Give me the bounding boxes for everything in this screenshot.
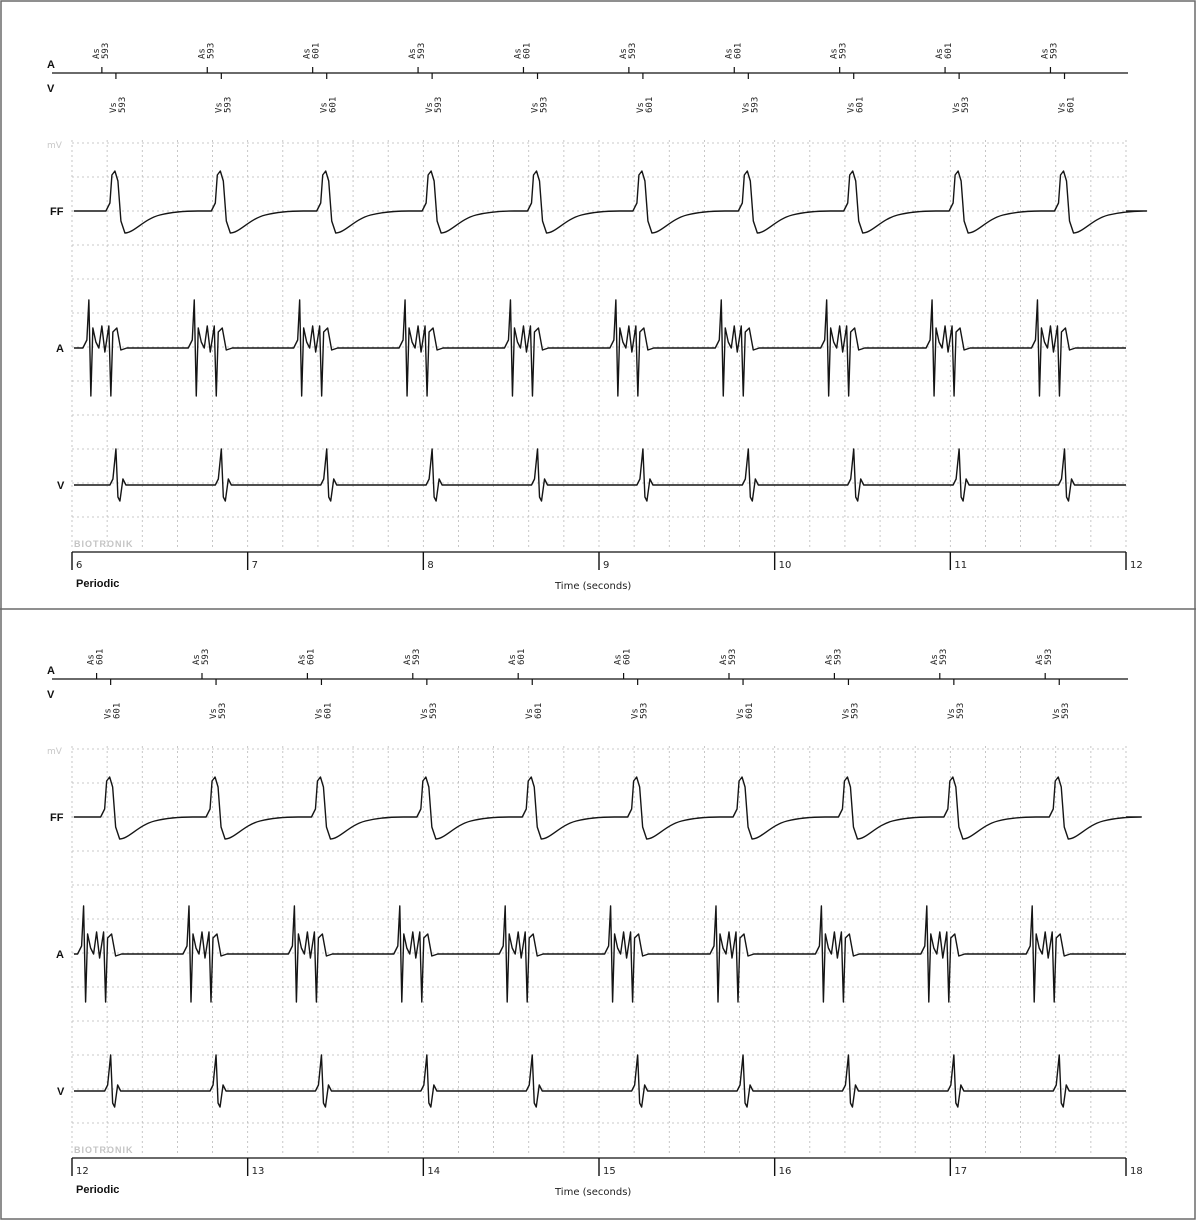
ventricular-marker-type: Vs [209, 708, 220, 719]
atrial-marker-interval: 593 [206, 42, 217, 59]
panel-title: Periodic [76, 578, 120, 590]
atrial-marker-interval: 601 [522, 42, 533, 59]
ventricular-marker-label [209, 703, 228, 719]
time-axis-tick-label: 8 [427, 560, 434, 571]
atrial-marker-label [508, 649, 527, 665]
ventricular-marker-label [1052, 703, 1071, 719]
ff-channel-trace [74, 777, 1141, 839]
ventricular-marker-type: Vs [319, 102, 330, 113]
atrial-marker-interval: 593 [727, 648, 738, 665]
ventricular-marker-interval: 601 [112, 702, 123, 719]
atrial-marker-type: As [613, 654, 624, 665]
atrial-marker-type: As [402, 654, 413, 665]
atrial-marker-interval: 601 [306, 648, 317, 665]
atrial-marker-type: As [618, 48, 629, 59]
atrial-marker-type: As [1040, 48, 1051, 59]
atrial-marker-interval: 593 [200, 648, 211, 665]
ventricular-marker-type: Vs [530, 102, 541, 113]
ventricular-marker-interval: 593 [1061, 702, 1072, 719]
marker-row-label-v: V [47, 689, 55, 701]
atrial-marker-interval: 593 [938, 648, 949, 665]
ventricular-marker-label [425, 97, 444, 113]
egm-panel-1 [47, 43, 1147, 592]
ventricular-marker-interval: 593 [218, 702, 229, 719]
time-axis-tick-label: 18 [1130, 1166, 1143, 1177]
channel-label-v: V [57, 1086, 65, 1098]
atrial-marker-type: As [302, 48, 313, 59]
time-axis-tick-label: 13 [251, 1166, 265, 1177]
ventricular-marker-type: Vs [630, 708, 641, 719]
brand-logo-text: BIOTRONIK [74, 539, 134, 549]
atrial-marker-interval: 601 [95, 648, 106, 665]
ventricular-marker-interval: 601 [745, 702, 756, 719]
atrial-marker-label [935, 43, 954, 59]
ventricular-marker-interval: 601 [328, 96, 339, 113]
atrial-marker-interval: 601 [733, 42, 744, 59]
ventricular-marker-label [736, 703, 755, 719]
channel-label-ff: FF [50, 812, 64, 824]
time-axis-tick-label: 6 [76, 560, 83, 571]
atrial-marker-label [1035, 649, 1054, 665]
ventricular-marker-interval: 601 [534, 702, 545, 719]
ventricular-marker-interval: 593 [223, 96, 234, 113]
ventricular-marker-type: Vs [525, 708, 536, 719]
atrial-marker-type: As [86, 654, 97, 665]
ventricular-marker-type: Vs [946, 708, 957, 719]
atrial-marker-type: As [191, 654, 202, 665]
atrial-marker-label [930, 649, 949, 665]
atrial-marker-type: As [824, 654, 835, 665]
time-axis-title: Time (seconds) [555, 581, 632, 592]
ventricular-marker-type: Vs [736, 708, 747, 719]
atrial-marker-label [513, 43, 532, 59]
ventricular-marker-label [631, 703, 650, 719]
time-axis-tick-label: 14 [427, 1166, 441, 1177]
time-axis-tick-label: 15 [603, 1166, 616, 1177]
ventricular-marker-interval: 593 [117, 96, 128, 113]
marker-row-label-v: V [47, 83, 55, 95]
channel-label-ff: FF [50, 206, 64, 218]
ventricular-marker-label [320, 97, 339, 113]
atrial-marker-type: As [724, 48, 735, 59]
atrial-marker-label [830, 43, 849, 59]
a-channel-trace [74, 906, 1126, 1002]
atrial-marker-interval: 593 [417, 42, 428, 59]
y-axis-unit: mV [47, 747, 62, 757]
time-axis-title: Time (seconds) [555, 1187, 632, 1198]
atrial-marker-type: As [508, 654, 519, 665]
atrial-marker-type: As [718, 654, 729, 665]
atrial-marker-label [614, 649, 633, 665]
time-axis-tick-label: 12 [1130, 560, 1143, 571]
ventricular-marker-type: Vs [419, 708, 430, 719]
atrial-marker-label [619, 43, 638, 59]
channel-label-a: A [56, 949, 64, 961]
ventricular-marker-label [214, 97, 233, 113]
time-axis-tick-label: 9 [603, 560, 610, 571]
atrial-marker-label [408, 43, 427, 59]
ventricular-marker-type: Vs [108, 102, 119, 113]
atrial-marker-interval: 593 [411, 648, 422, 665]
atrial-marker-interval: 593 [838, 42, 849, 59]
ventricular-marker-type: Vs [952, 102, 963, 113]
atrial-marker-label [724, 43, 743, 59]
atrial-marker-label [197, 43, 216, 59]
atrial-marker-type: As [91, 48, 102, 59]
atrial-marker-type: As [1035, 654, 1046, 665]
ventricular-marker-label [420, 703, 439, 719]
ventricular-marker-label [104, 703, 123, 719]
ventricular-marker-type: Vs [314, 708, 325, 719]
v-channel-trace [74, 449, 1126, 501]
egm-panel-2 [47, 649, 1143, 1198]
ventricular-marker-type: Vs [635, 102, 646, 113]
time-axis-tick-label: 17 [954, 1166, 968, 1177]
atrial-marker-interval: 593 [833, 648, 844, 665]
ventricular-marker-label [525, 703, 544, 719]
ventricular-marker-type: Vs [103, 708, 114, 719]
ventricular-marker-interval: 593 [539, 96, 550, 113]
ventricular-marker-label [952, 97, 971, 113]
ventricular-marker-interval: 601 [1066, 96, 1077, 113]
atrial-marker-label [403, 649, 422, 665]
ventricular-marker-label [636, 97, 655, 113]
atrial-marker-label [192, 649, 211, 665]
ventricular-marker-label [741, 97, 760, 113]
atrial-marker-label [719, 649, 738, 665]
time-axis-tick-label: 12 [76, 1166, 89, 1177]
atrial-marker-type: As [408, 48, 419, 59]
time-axis-tick-label: 11 [954, 560, 968, 571]
channel-label-v: V [57, 480, 65, 492]
y-axis-unit: mV [47, 141, 62, 151]
ventricular-marker-type: Vs [214, 102, 225, 113]
v-channel-trace [74, 1055, 1126, 1107]
atrial-marker-label [87, 649, 106, 665]
ventricular-marker-type: Vs [425, 102, 436, 113]
ventricular-marker-type: Vs [1057, 102, 1068, 113]
atrial-marker-interval: 593 [1044, 648, 1055, 665]
ventricular-marker-interval: 601 [323, 702, 334, 719]
atrial-marker-interval: 601 [517, 648, 528, 665]
brand-logo-text: BIOTRONIK [74, 1145, 134, 1155]
atrial-marker-label [297, 649, 316, 665]
atrial-marker-interval: 601 [311, 42, 322, 59]
ventricular-marker-interval: 593 [434, 96, 445, 113]
atrial-marker-interval: 601 [944, 42, 955, 59]
atrial-marker-type: As [935, 48, 946, 59]
ventricular-marker-interval: 593 [428, 702, 439, 719]
time-axis-tick-label: 10 [778, 560, 792, 571]
time-axis-tick-label: 16 [778, 1166, 792, 1177]
ventricular-marker-interval: 593 [639, 702, 650, 719]
page-frame [1, 1, 1195, 1219]
time-axis-tick-label: 7 [251, 560, 259, 571]
ventricular-marker-type: Vs [741, 102, 752, 113]
ventricular-marker-interval: 593 [850, 702, 861, 719]
a-channel-trace [74, 300, 1126, 396]
ventricular-marker-interval: 593 [961, 96, 972, 113]
atrial-marker-interval: 593 [100, 42, 111, 59]
ventricular-marker-label [531, 97, 550, 113]
atrial-marker-type: As [829, 48, 840, 59]
ventricular-marker-label [314, 703, 333, 719]
ventricular-marker-label [841, 703, 860, 719]
ventricular-marker-interval: 593 [750, 96, 761, 113]
marker-row-label-a: A [47, 59, 55, 71]
atrial-marker-interval: 593 [627, 42, 638, 59]
ventricular-marker-type: Vs [846, 102, 857, 113]
atrial-marker-interval: 593 [1049, 42, 1060, 59]
ventricular-marker-interval: 601 [855, 96, 866, 113]
atrial-marker-type: As [929, 654, 940, 665]
ventricular-marker-label [109, 97, 128, 113]
channel-label-a: A [56, 343, 64, 355]
atrial-marker-label [824, 649, 843, 665]
atrial-marker-type: As [297, 654, 308, 665]
panel-title: Periodic [76, 1184, 120, 1196]
atrial-marker-type: As [513, 48, 524, 59]
ventricular-marker-type: Vs [1052, 708, 1063, 719]
atrial-marker-label [303, 43, 322, 59]
atrial-marker-type: As [197, 48, 208, 59]
ventricular-marker-type: Vs [841, 708, 852, 719]
atrial-marker-label [92, 43, 111, 59]
marker-row-label-a: A [47, 665, 55, 677]
atrial-marker-label [1040, 43, 1059, 59]
ventricular-marker-label [847, 97, 866, 113]
ventricular-marker-label [1058, 97, 1077, 113]
ventricular-marker-label [947, 703, 966, 719]
ventricular-marker-interval: 601 [644, 96, 655, 113]
ventricular-marker-interval: 593 [955, 702, 966, 719]
atrial-marker-interval: 601 [622, 648, 633, 665]
